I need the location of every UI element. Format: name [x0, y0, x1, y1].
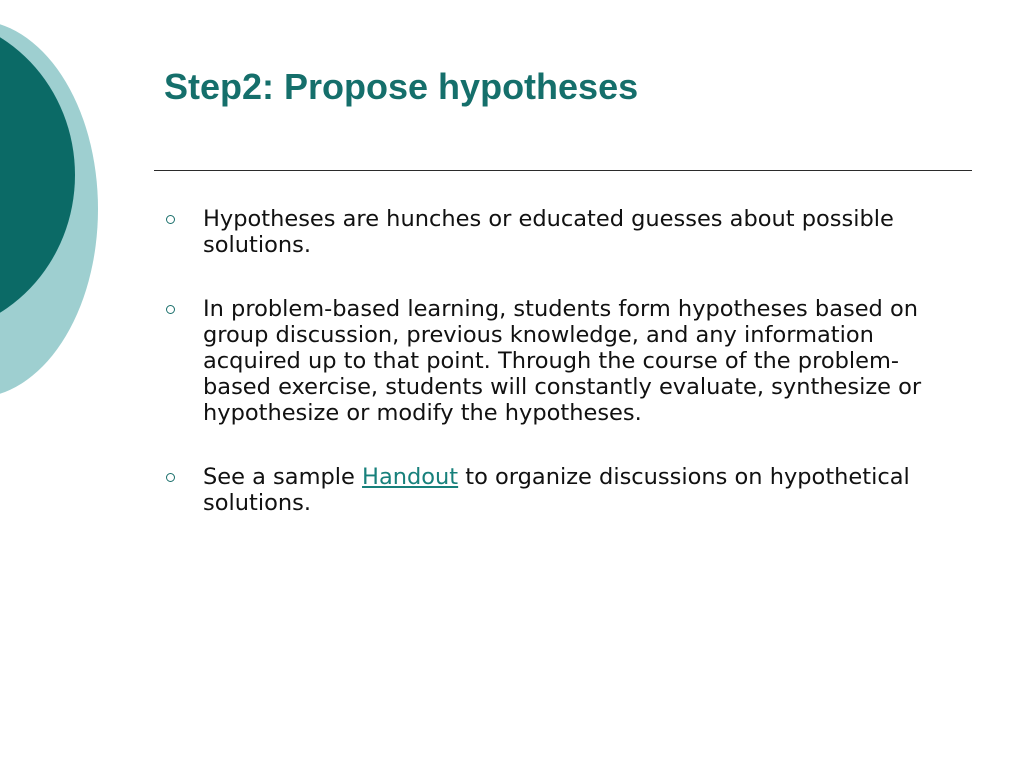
- bullet-text-before-link: See a sample: [203, 464, 363, 490]
- bullet-item: [164, 464, 964, 516]
- bullet-item: [164, 206, 964, 258]
- bullet-list: [164, 206, 964, 554]
- circle-bullet-icon: [166, 473, 175, 482]
- slide-title: Step2: Propose hypotheses: [164, 66, 639, 107]
- title-divider: [154, 170, 972, 171]
- bullet-text-after-link: to organize discussions on hypothetical solutions.: [203, 464, 910, 516]
- bullet-item: [164, 296, 964, 426]
- circle-bullet-icon: [166, 215, 175, 224]
- bullet-text: In problem-based learning, students form hypotheses based on group discussion, previous knowledge, and any information acquired up to that point. Through the course of the problem-based exercise, students will constantly evaluate, synthesize or hypothesize or modify the hypotheses.: [203, 296, 922, 426]
- circle-bullet-icon: [166, 305, 175, 314]
- bullet-text: Hypotheses are hunches or educated guesses about possible solutions.: [203, 206, 894, 258]
- handout-link[interactable]: Handout: [362, 464, 459, 490]
